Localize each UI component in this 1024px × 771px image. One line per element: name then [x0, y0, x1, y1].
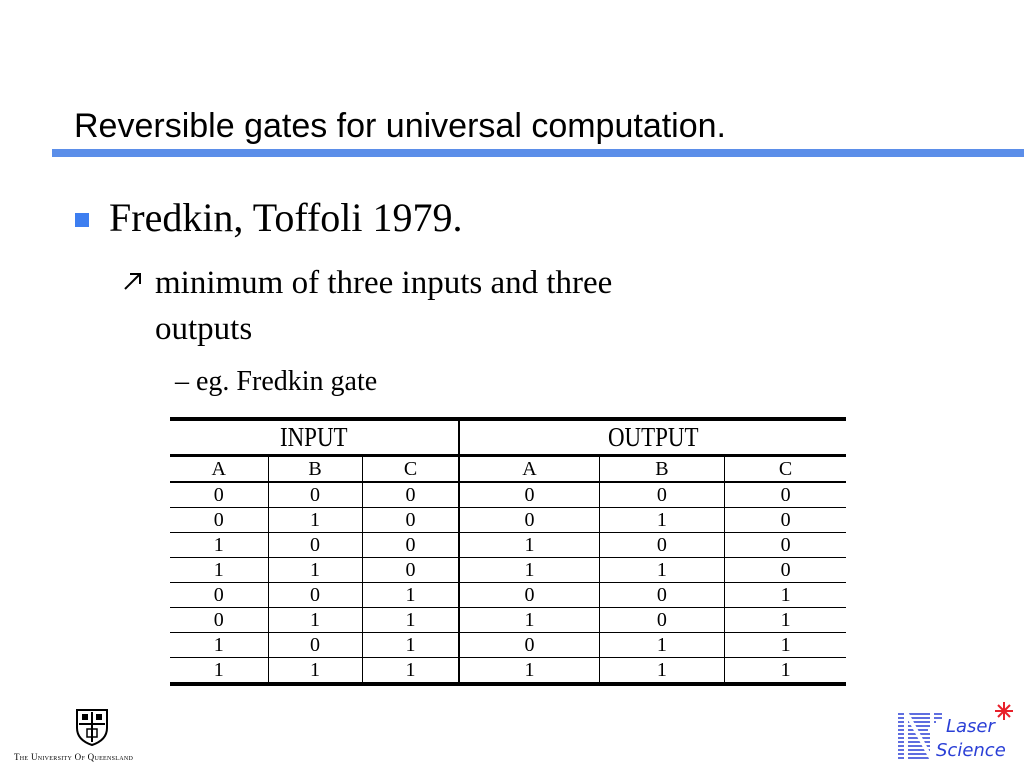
column-header: C — [362, 456, 459, 483]
table-cell: 1 — [362, 608, 459, 633]
table-row — [170, 482, 846, 508]
table-row — [170, 533, 846, 558]
table-cell: 0 — [170, 583, 268, 608]
table-cell: 0 — [268, 482, 362, 508]
table-cell: 1 — [362, 583, 459, 608]
table-cell: 1 — [362, 658, 459, 685]
table-cell: 1 — [725, 583, 846, 608]
table-cell: 1 — [725, 633, 846, 658]
table-cell: 0 — [362, 558, 459, 583]
lab-name-line1: Laser — [946, 716, 995, 737]
table-cell: 0 — [599, 482, 725, 508]
table-cell: 1 — [170, 658, 268, 685]
table-cell: 1 — [268, 558, 362, 583]
table-cell: 1 — [599, 658, 725, 685]
table-row — [170, 658, 846, 685]
table-cell: 0 — [362, 508, 459, 533]
table-row — [170, 633, 846, 658]
table-cell: 1 — [170, 558, 268, 583]
table-cell: 0 — [459, 508, 599, 533]
table-cell: 0 — [599, 583, 725, 608]
column-header: A — [170, 456, 268, 483]
bullet-level3: – eg. Fredkin gate — [175, 366, 378, 397]
table-row — [170, 508, 846, 533]
table-cell: 1 — [268, 658, 362, 685]
table-cell: 0 — [459, 482, 599, 508]
table-cell: 1 — [459, 558, 599, 583]
table-cell: 0 — [599, 608, 725, 633]
column-header: B — [599, 456, 725, 483]
table-cell: 1 — [362, 633, 459, 658]
square-bullet-icon — [75, 213, 89, 227]
table-cell: 0 — [268, 533, 362, 558]
table-row — [170, 608, 846, 633]
table-row — [170, 583, 846, 608]
table-cell: 0 — [170, 482, 268, 508]
table-group-header-row — [170, 419, 846, 456]
column-header: C — [725, 456, 846, 483]
table-cell: 0 — [459, 633, 599, 658]
table-cell: 1 — [459, 658, 599, 685]
university-name: The University Of Queensland — [14, 752, 134, 762]
table-cell: 0 — [725, 533, 846, 558]
table-cell: 0 — [362, 482, 459, 508]
table-cell: 1 — [725, 608, 846, 633]
table-cell: 0 — [725, 558, 846, 583]
table-cell: 0 — [170, 608, 268, 633]
university-logo — [14, 708, 166, 764]
table-cell: 1 — [170, 633, 268, 658]
input-group-header: INPUT — [170, 419, 459, 456]
table-cell: 1 — [459, 533, 599, 558]
table-cell: 1 — [599, 508, 725, 533]
table-cell: 0 — [599, 533, 725, 558]
table-cell: 1 — [599, 633, 725, 658]
crest-icon — [74, 708, 110, 746]
table-cell: 0 — [725, 482, 846, 508]
column-header: B — [268, 456, 362, 483]
table-cell: 0 — [725, 508, 846, 533]
bullet-level2-line2: outputs — [155, 311, 253, 347]
bullet-level2-line1: minimum of three inputs and three — [155, 265, 613, 301]
title-underline-rule — [52, 149, 1024, 157]
output-group-header: OUTPUT — [459, 419, 846, 456]
table-cell: 1 — [599, 558, 725, 583]
laser-science-logo — [896, 698, 1020, 766]
table-cell: 1 — [170, 533, 268, 558]
table-cell: 1 — [268, 608, 362, 633]
table-row — [170, 558, 846, 583]
table-cell: 0 — [170, 508, 268, 533]
table-cell: 1 — [268, 508, 362, 533]
diagonal-arrow-icon — [122, 270, 144, 292]
table-cell: 0 — [268, 583, 362, 608]
table-cell: 0 — [362, 533, 459, 558]
slide-title: Reversible gates for universal computation. — [74, 107, 726, 145]
table-cell: 0 — [268, 633, 362, 658]
fredkin-truth-table — [170, 417, 846, 686]
lab-name-line2: Science — [936, 740, 1006, 761]
table-cell: 0 — [459, 583, 599, 608]
table-cell: 1 — [725, 658, 846, 685]
table-cell: 1 — [459, 608, 599, 633]
table-column-header-row — [170, 456, 846, 483]
bullet-level1: Fredkin, Toffoli 1979. — [109, 195, 463, 240]
column-header: A — [459, 456, 599, 483]
